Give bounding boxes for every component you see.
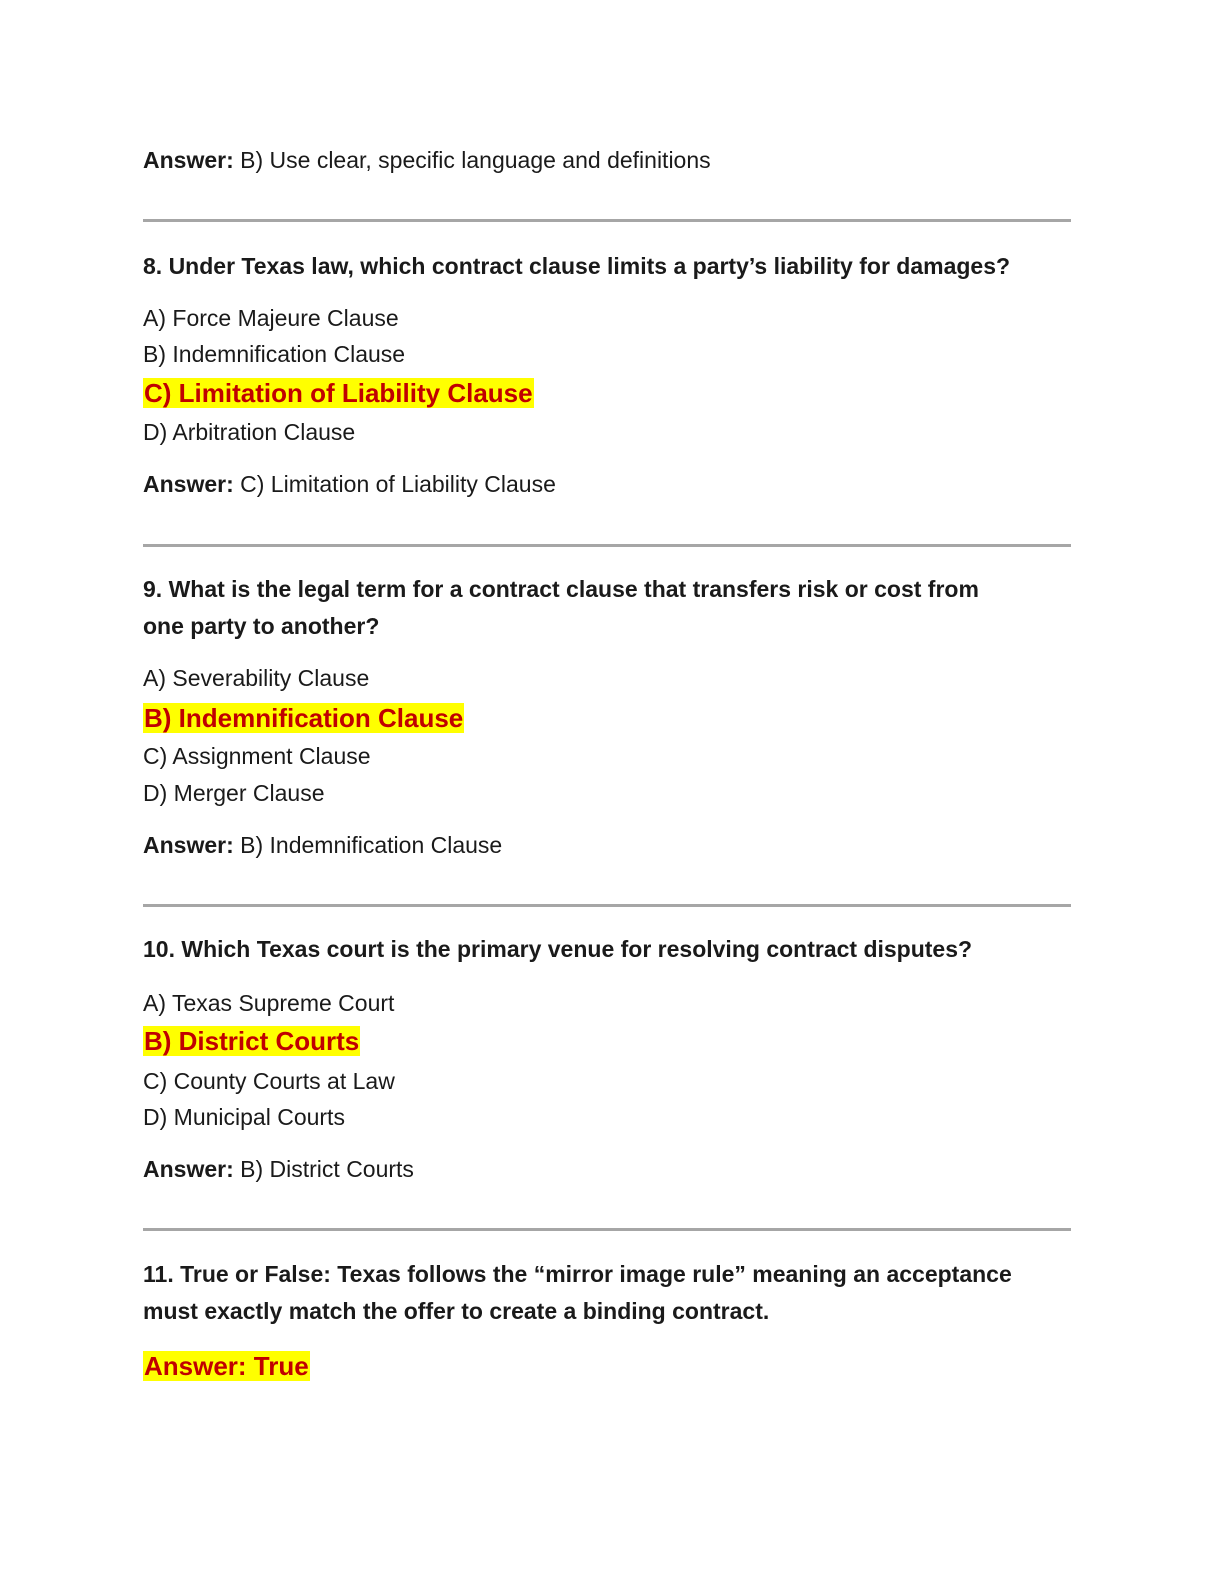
q10-answer-text: B) District Courts (240, 1156, 414, 1182)
q10-option-b-correct (143, 1024, 360, 1058)
q8-option-c-correct (143, 376, 534, 410)
correct-option-highlight: C) Limitation of Liability Clause (144, 378, 533, 408)
q9-option-d: D) Merger Clause (143, 780, 325, 806)
q8-answer-line (143, 470, 556, 498)
correct-option-highlight: B) Indemnification Clause (144, 703, 464, 733)
q7-answer-text: B) Use clear, specific language and definitions (240, 147, 711, 173)
q10-option-a: A) Texas Supreme Court (143, 990, 395, 1016)
answer-label: Answer: (143, 832, 234, 858)
q11-question-line-1: 11. True or False: Texas follows the “mirror image rule” meaning an acceptance (143, 1261, 1012, 1287)
answer-label: Answer: (143, 1156, 234, 1182)
q10-option-d: D) Municipal Courts (143, 1104, 345, 1130)
q8-option-b: B) Indemnification Clause (143, 341, 406, 367)
q10-option-c: C) County Courts at Law (143, 1068, 395, 1094)
separator-rule (143, 219, 1071, 222)
q7-answer-line (143, 146, 711, 174)
q10-question: 10. Which Texas court is the primary venue for resolving contract disputes? (143, 936, 973, 962)
q9-answer-text: B) Indemnification Clause (240, 832, 503, 858)
q11-question-line-2: must exactly match the offer to create a binding contract. (143, 1298, 770, 1324)
q8-option-a: A) Force Majeure Clause (143, 305, 399, 331)
q8-answer-text: C) Limitation of Liability Clause (240, 471, 556, 497)
correct-answer-highlight: Answer: True (144, 1351, 309, 1381)
correct-option-highlight: B) District Courts (144, 1026, 360, 1056)
q9-question-line-1: 9. What is the legal term for a contract clause that transfers risk or cost from (143, 576, 979, 602)
separator-rule (143, 544, 1071, 547)
q8-option-d: D) Arbitration Clause (143, 419, 356, 445)
q9-answer-line (143, 831, 502, 859)
q9-option-b-correct (143, 701, 464, 735)
q9-question-line-2: one party to another? (143, 613, 380, 639)
q9-option-c: C) Assignment Clause (143, 743, 371, 769)
q10-answer-line (143, 1155, 414, 1183)
separator-rule (143, 1228, 1071, 1231)
separator-rule (143, 904, 1071, 907)
q11-answer-correct (143, 1349, 310, 1383)
answer-label: Answer: (143, 147, 234, 173)
answer-label: Answer: (143, 471, 234, 497)
q8-question: 8. Under Texas law, which contract clause limits a party’s liability for damages? (143, 253, 1011, 279)
q9-option-a: A) Severability Clause (143, 665, 370, 691)
